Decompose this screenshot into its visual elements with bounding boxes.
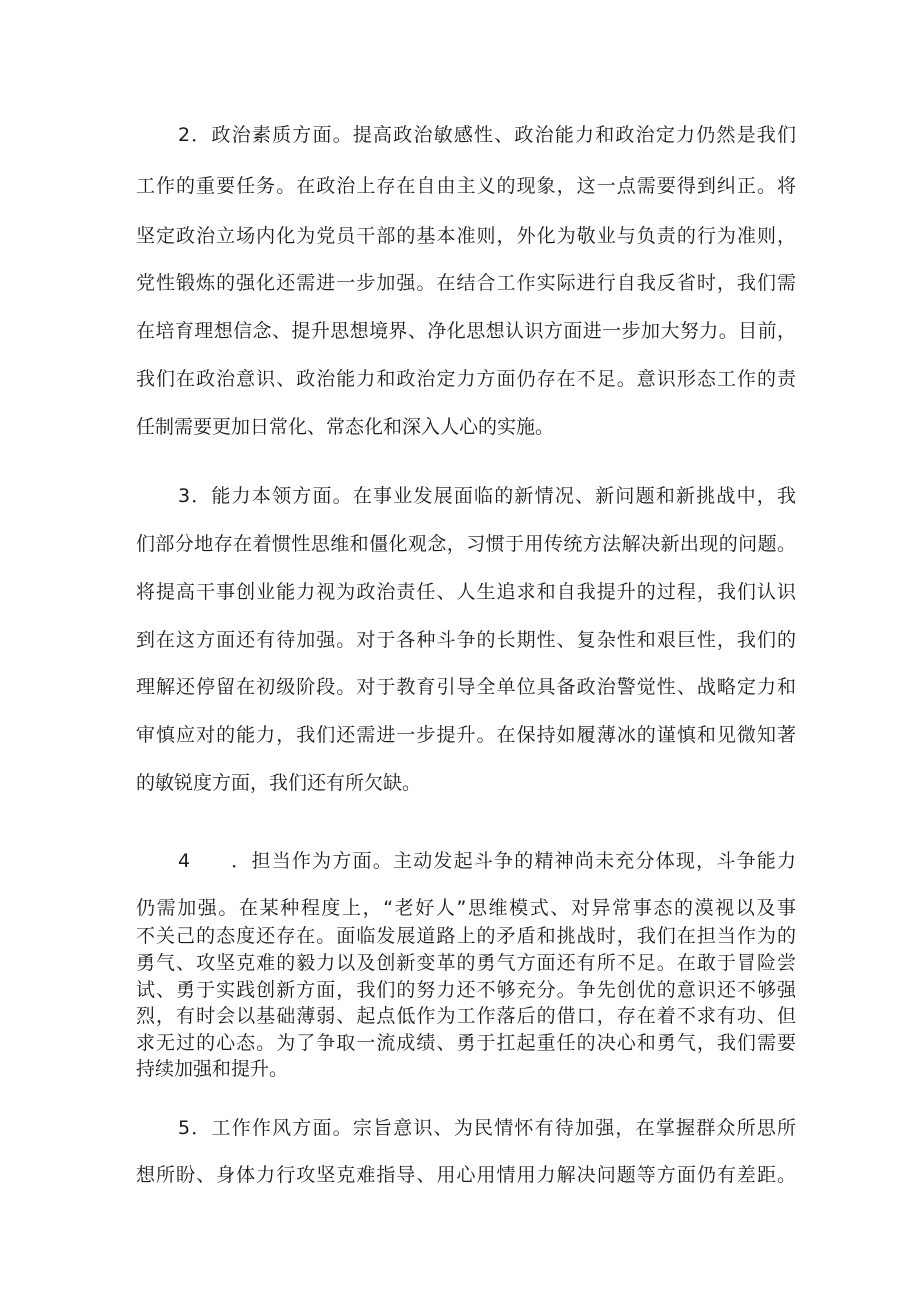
- paragraph-line: 任制需要更加日常化、常态化和深入人心的实施。: [136, 416, 555, 438]
- paragraph-line: 党性锻炼的强化还需进一步加强。在结合工作实际进行自我反省时，我们需: [136, 272, 796, 294]
- paragraph-line: 审慎应对的能力，我们还需进一步提升。在保持如履薄冰的谨慎和见微知著: [136, 724, 796, 746]
- paragraph-line: 不关己的态度还存在。面临发展道路上的矛盾和挑战时，我们在担当作为的: [136, 925, 796, 947]
- paragraph-line: 我们在政治意识、政治能力和政治定力方面仍存在不足。意识形态工作的责: [136, 368, 796, 390]
- paragraph-line: 求无过的心态。为了争取一流成绩、勇于扛起重任的决心和勇气，我们需要: [136, 1032, 796, 1054]
- paragraph-line: 勇气、攻坚克难的毅力以及创新变革的勇气方面还有所不足。在敢于冒险尝: [136, 952, 796, 974]
- paragraph-line: 坚定政治立场内化为党员干部的基本准则，外化为敬业与负责的行为准则，: [136, 225, 796, 247]
- paragraph-first-line: [178, 846, 796, 873]
- paragraph-line: 理解还停留在初级阶段。对于教育引导全单位具备政治警觉性、战略定力和: [136, 676, 796, 698]
- paragraph-line: 仍需加强。在某种程度上，“老好人”思维模式、对异常事态的漠视以及事: [136, 897, 796, 919]
- paragraph-line: 想所盼、身体力行攻坚克难指导、用心用情用力解决问题等方面仍有差距。: [136, 1164, 796, 1186]
- paragraph-number: 4: [178, 850, 191, 872]
- paragraph-line: 试、勇于实践创新方面，我们的努力还不够充分。争先创优的意识还不够强: [136, 979, 796, 1001]
- paragraph-line: 在培育理想信念、提升思想境界、净化思想认识方面进一步加大努力。目前，: [136, 320, 796, 342]
- paragraph-line: 3．能力本领方面。在事业发展面临的新情况、新问题和新挑战中，我: [178, 485, 796, 507]
- paragraph-line: 们部分地存在着惯性思维和僵化观念，习惯于用传统方法解决新出现的问题。: [136, 533, 796, 555]
- paragraph-line: 将提高干事创业能力视为政治责任、人生追求和自我提升的过程，我们认识: [136, 581, 796, 603]
- paragraph-line: 5．工作作风方面。宗旨意识、为民情怀有待加强，在掌握群众所思所: [178, 1117, 796, 1139]
- paragraph-line: ．担当作为方面。主动发起斗争的精神尚未充分体现，斗争能力: [230, 850, 796, 872]
- paragraph-line: 2．政治素质方面。提高政治敏感性、政治能力和政治定力仍然是我们: [178, 124, 796, 146]
- paragraph-line: 烈，有时会以基础薄弱、起点低作为工作落后的借口，存在着不求有功、但: [136, 1005, 796, 1027]
- paragraph-line: 持续加强和提升。: [136, 1058, 289, 1080]
- paragraph-line: 的敏锐度方面，我们还有所欠缺。: [136, 772, 422, 794]
- paragraph-line: 工作的重要任务。在政治上存在自由主义的现象，这一点需要得到纠正。将: [136, 175, 796, 197]
- paragraph-line: 到在这方面还有待加强。对于各种斗争的长期性、复杂性和艰巨性，我们的: [136, 629, 796, 651]
